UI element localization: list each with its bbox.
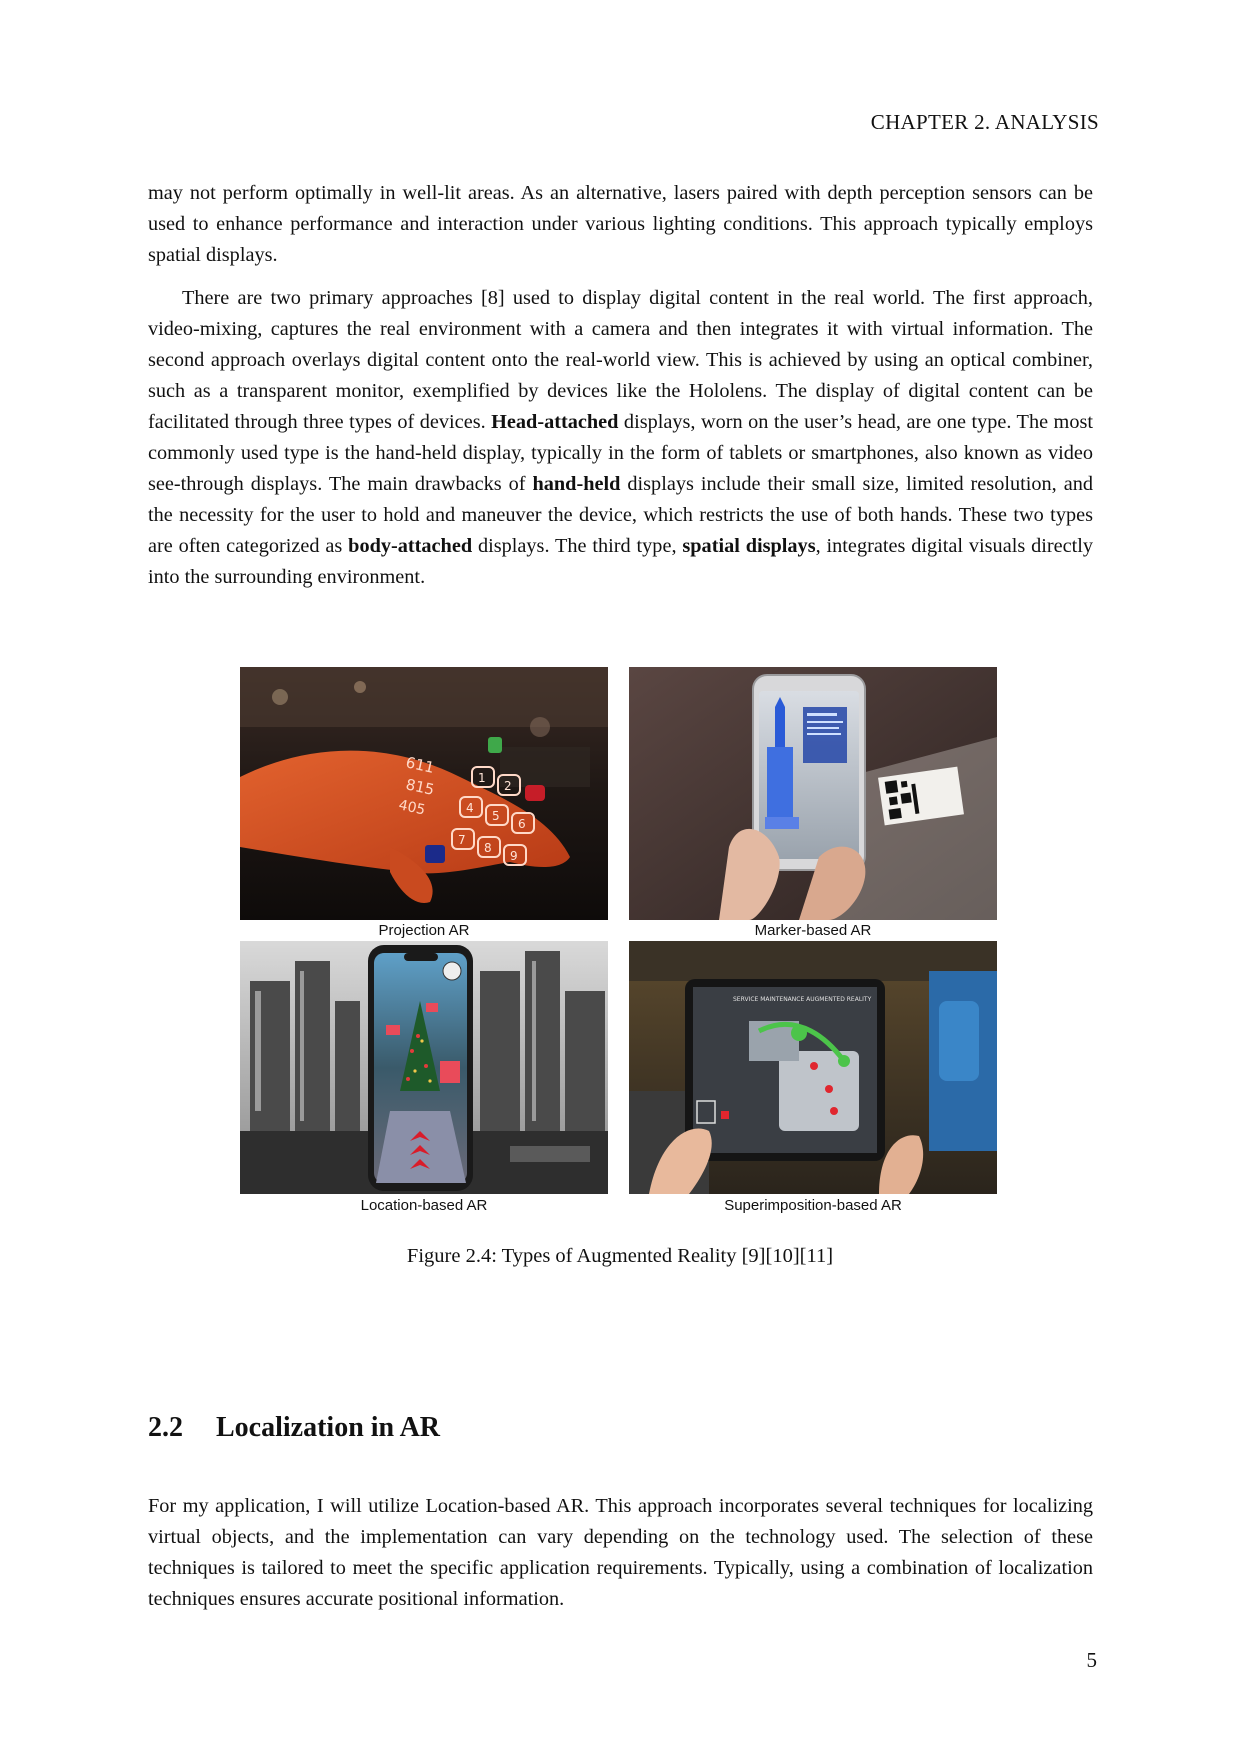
keypad-digit: 4 xyxy=(466,801,474,815)
term-head-attached: Head-attached xyxy=(491,411,619,433)
section-number: 2.2 xyxy=(148,1412,183,1443)
projected-number: 611 xyxy=(404,753,436,777)
paragraph-2-text: displays. The third type, xyxy=(472,535,683,557)
paragraph-2-text: , integrates digital visuals directly into the surrounding environment. xyxy=(148,535,1094,588)
keypad-digit: 6 xyxy=(518,817,526,831)
section-heading xyxy=(148,1412,440,1444)
projected-number: 405 xyxy=(397,797,427,819)
marker-based-ar-image xyxy=(629,667,997,920)
figure-label-marker-based-ar: Marker-based AR xyxy=(754,922,872,939)
paragraph-1: may not perform optimally in well-lit areas. As an alternative, lasers paired with depth perception sensors can be used to enhance performance and interaction under various lighting conditions. This approach typically employs spatial displays. xyxy=(148,182,1093,266)
ar-screen-heading: SERVICE MAINTENANCE AUGMENTED REALITY xyxy=(733,996,872,1003)
figure-label-superimposition-based-ar: Superimposition-based AR xyxy=(724,1197,902,1214)
running-head: CHAPTER 2. ANALYSIS xyxy=(870,110,1099,134)
paragraph-3: For my application, I will utilize Location-based AR. This approach incorporates several techniques for localizing virtual objects, and the implementation can vary depending on the technology used. The selection of these techniques is tailored to meet the specific application requirements. Typically, using a combination of localization techniques ensures accurate positional information. xyxy=(148,1495,1093,1610)
paragraph-2-text: There are two primary approaches [8] used to display digital content in the real world. The first approach, video-mixing, captures the real environment with a camera and then integrates it with virtual information. The second approach overlays digital content onto the real-world view. This is achieved by using an optical combiner, such as a transparent monitor, exemplified by devices like the Hololens. The display of digital content can be facilitated through three types of devices. xyxy=(148,287,1093,433)
paragraph-2 xyxy=(148,283,1093,593)
keypad-digit: 1 xyxy=(478,771,486,785)
keypad-digit: 5 xyxy=(492,809,500,823)
projected-number: 815 xyxy=(404,775,436,799)
paragraph-2-text: displays include their small size, limited resolution, and the necessity for the user to hold and maneuver the device, which restricts the use of both hands. These two types are often categorized as xyxy=(148,473,1093,557)
keypad-digit: 8 xyxy=(484,841,492,855)
term-hand-held: hand-held xyxy=(532,473,621,495)
location-based-ar-image xyxy=(240,941,608,1194)
figure-caption: Figure 2.4: Types of Augmented Reality [9][10][11] xyxy=(406,1245,834,1267)
keypad-digit: 7 xyxy=(458,833,466,847)
figure-label-location-based-ar: Location-based AR xyxy=(360,1197,488,1214)
projection-ar-image xyxy=(240,667,608,920)
term-body-attached: body-attached xyxy=(348,535,473,557)
paragraph-2-text: displays, worn on the user’s head, are one type. The most commonly used type is the hand-held display, typically in the form of tablets or smartphones, also known as video see-through displays. The main drawbacks of xyxy=(148,411,1094,495)
section-title: Localization in AR xyxy=(216,1412,441,1443)
page-number: 5 xyxy=(1086,1648,1097,1672)
superimposition-based-ar-image xyxy=(629,941,997,1194)
keypad-digit: 9 xyxy=(510,849,518,863)
term-spatial-displays: spatial displays xyxy=(682,535,816,557)
keypad-digit: 2 xyxy=(504,779,512,793)
figure-label-projection-ar: Projection AR xyxy=(378,922,470,939)
